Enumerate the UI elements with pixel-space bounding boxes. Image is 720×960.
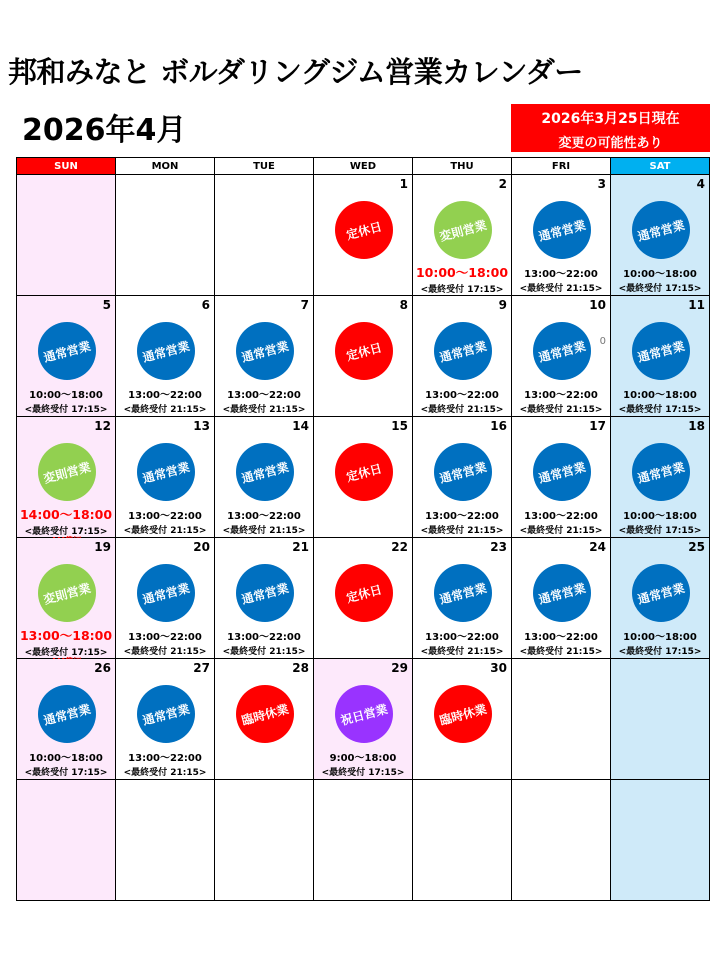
business-hours: 13:00～22:00 bbox=[524, 269, 598, 280]
day-cell bbox=[17, 780, 116, 901]
day-cell bbox=[116, 417, 215, 538]
business-hours: 13:00～22:00 bbox=[425, 390, 499, 401]
status-badge-regular bbox=[434, 322, 492, 380]
last-entry-time: <最終受付 21:15> bbox=[123, 526, 207, 536]
business-hours: 13:00～22:00 bbox=[524, 632, 598, 643]
last-entry-time: <最終受付 21:15> bbox=[519, 526, 603, 536]
day-number: 27 bbox=[193, 661, 210, 675]
business-hours: 13:00～22:00 bbox=[227, 390, 301, 401]
status-label: 臨時休業 bbox=[240, 701, 291, 728]
week-row bbox=[17, 175, 710, 296]
week-row bbox=[17, 538, 710, 659]
last-entry-time: <最終受付 17:15> bbox=[618, 405, 702, 415]
business-hours: 13:00～22:00 bbox=[128, 753, 202, 764]
status-label: 通常営業 bbox=[537, 459, 588, 486]
status-badge-variable bbox=[434, 201, 492, 259]
notice-change: 変更の可能性あり bbox=[558, 136, 663, 151]
day-cell bbox=[116, 296, 215, 417]
day-cell bbox=[17, 659, 116, 780]
status-badge-holiday bbox=[335, 685, 393, 743]
last-entry-time: <最終受付 21:15> bbox=[222, 405, 306, 415]
week-row bbox=[17, 659, 710, 780]
last-entry-time: <最終受付 21:15> bbox=[222, 526, 306, 536]
day-cell bbox=[215, 296, 314, 417]
status-badge-variable bbox=[38, 564, 96, 622]
day-number: 7 bbox=[300, 298, 309, 312]
last-entry-time: <最終受付 17:15> bbox=[321, 768, 405, 778]
status-label: 通常営業 bbox=[438, 338, 489, 365]
day-number: 17 bbox=[589, 419, 606, 433]
status-label: 通常営業 bbox=[636, 338, 687, 365]
page-title: 邦和みなと ボルダリングジム営業カレンダー bbox=[8, 55, 583, 89]
status-badge-regular bbox=[137, 322, 195, 380]
week-row bbox=[17, 417, 710, 538]
status-badge-variable bbox=[38, 443, 96, 501]
status-badge-regular bbox=[434, 564, 492, 622]
weekday-fri: FRI bbox=[512, 158, 611, 175]
weekday-sun: SUN bbox=[17, 158, 116, 175]
day-cell bbox=[215, 175, 314, 296]
last-entry-time: <最終受付 17:15> bbox=[618, 526, 702, 536]
day-number: 29 bbox=[391, 661, 408, 675]
last-entry-time: <最終受付 17:15> bbox=[420, 285, 504, 295]
status-badge-regular bbox=[533, 564, 591, 622]
last-entry-time: <最終受付 21:15> bbox=[222, 647, 306, 657]
day-number: 15 bbox=[391, 419, 408, 433]
day-cell bbox=[611, 659, 710, 780]
status-badge-regular bbox=[533, 201, 591, 259]
day-cell bbox=[512, 175, 611, 296]
business-hours: 13:00～22:00 bbox=[524, 390, 598, 401]
weekday-thu: THU bbox=[413, 158, 512, 175]
day-cell bbox=[512, 538, 611, 659]
business-hours: 14:00～18:00 bbox=[19, 507, 113, 522]
day-cell bbox=[611, 780, 710, 901]
week-row bbox=[17, 780, 710, 901]
day-cell bbox=[512, 417, 611, 538]
business-hours: 10:00～18:00 bbox=[623, 511, 697, 522]
day-cell bbox=[413, 780, 512, 901]
day-cell bbox=[116, 780, 215, 901]
week-row bbox=[17, 296, 710, 417]
weekday-mon: MON bbox=[116, 158, 215, 175]
status-badge-regular bbox=[434, 443, 492, 501]
month-heading: 2026年4月 bbox=[22, 113, 187, 148]
day-cell bbox=[17, 296, 116, 417]
business-hours: 13:00～22:00 bbox=[128, 390, 202, 401]
status-label: 通常営業 bbox=[141, 338, 192, 365]
business-hours: 13:00～22:00 bbox=[227, 632, 301, 643]
day-cell bbox=[17, 417, 116, 538]
status-badge-closed bbox=[335, 322, 393, 380]
status-label: 通常営業 bbox=[240, 580, 291, 607]
last-entry-time: <最終受付 21:15> bbox=[519, 284, 603, 294]
day-cell bbox=[116, 538, 215, 659]
status-badge-regular bbox=[236, 443, 294, 501]
weekday-tue: TUE bbox=[215, 158, 314, 175]
day-cell bbox=[314, 296, 413, 417]
day-cell bbox=[611, 296, 710, 417]
status-label: 通常営業 bbox=[141, 459, 192, 486]
last-entry-time: <最終受付 17:15> bbox=[24, 648, 108, 658]
last-entry-time: <最終受付 17:15> bbox=[24, 527, 108, 537]
day-cell bbox=[611, 417, 710, 538]
day-cell bbox=[215, 538, 314, 659]
day-cell bbox=[116, 659, 215, 780]
calendar-grid bbox=[16, 157, 710, 901]
weekday-header-row bbox=[17, 158, 710, 175]
day-number: 23 bbox=[490, 540, 507, 554]
day-cell bbox=[314, 538, 413, 659]
day-number: 30 bbox=[490, 661, 507, 675]
day-number: 16 bbox=[490, 419, 507, 433]
status-label: 通常営業 bbox=[438, 580, 489, 607]
status-badge-regular bbox=[137, 685, 195, 743]
last-entry-time: <最終受付 17:15> bbox=[24, 768, 108, 778]
weekday-sat: SAT bbox=[611, 158, 710, 175]
day-number: 4 bbox=[696, 177, 705, 191]
last-entry-time: <最終受付 21:15> bbox=[123, 647, 207, 657]
status-label: 変則営業 bbox=[42, 580, 93, 607]
day-cell bbox=[17, 538, 116, 659]
status-badge-regular bbox=[632, 201, 690, 259]
business-hours: 13:00～22:00 bbox=[128, 511, 202, 522]
status-label: 通常営業 bbox=[537, 580, 588, 607]
status-label: 祝日営業 bbox=[339, 701, 390, 728]
status-badge-closed bbox=[335, 443, 393, 501]
day-number: 21 bbox=[292, 540, 309, 554]
day-number: 19 bbox=[94, 540, 111, 554]
day-cell bbox=[17, 175, 116, 296]
day-number: 1 bbox=[399, 177, 408, 191]
status-badge-regular bbox=[236, 322, 294, 380]
status-badge-regular bbox=[38, 322, 96, 380]
status-badge-regular bbox=[632, 564, 690, 622]
business-hours: 10:00～18:00 bbox=[623, 269, 697, 280]
day-cell bbox=[413, 538, 512, 659]
status-badge-closed bbox=[236, 685, 294, 743]
day-number: 24 bbox=[589, 540, 606, 554]
status-label: 通常営業 bbox=[636, 459, 687, 486]
last-entry-time: <最終受付 17:15> bbox=[618, 647, 702, 657]
business-hours: 13:00～22:00 bbox=[128, 632, 202, 643]
day-cell bbox=[413, 659, 512, 780]
day-number: 22 bbox=[391, 540, 408, 554]
status-label: 定休日 bbox=[344, 461, 384, 484]
day-cell bbox=[512, 659, 611, 780]
last-entry-time: <最終受付 21:15> bbox=[420, 647, 504, 657]
business-hours: 13:00～22:00 bbox=[425, 632, 499, 643]
business-hours: 10:00～18:00 bbox=[29, 753, 103, 764]
status-badge-regular bbox=[533, 322, 591, 380]
last-entry-time: <最終受付 21:15> bbox=[420, 405, 504, 415]
business-hours: 13:00～18:00 bbox=[19, 628, 113, 643]
day-cell bbox=[611, 175, 710, 296]
last-entry-time: <最終受付 21:15> bbox=[420, 526, 504, 536]
last-entry-time: <最終受付 21:15> bbox=[123, 768, 207, 778]
business-hours: 10:00～18:00 bbox=[29, 390, 103, 401]
day-number: 6 bbox=[201, 298, 210, 312]
business-hours: 10:00～18:00 bbox=[623, 390, 697, 401]
day-number: 14 bbox=[292, 419, 309, 433]
last-entry-time: <最終受付 17:15> bbox=[24, 405, 108, 415]
day-number: 5 bbox=[102, 298, 111, 312]
status-badge-closed bbox=[335, 564, 393, 622]
day-cell bbox=[314, 780, 413, 901]
status-badge-regular bbox=[236, 564, 294, 622]
business-hours: 10:00～18:00 bbox=[415, 265, 509, 280]
status-badge-regular bbox=[632, 322, 690, 380]
day-cell bbox=[215, 780, 314, 901]
status-label: 通常営業 bbox=[240, 338, 291, 365]
last-entry-time: <最終受付 21:15> bbox=[519, 405, 603, 415]
day-cell bbox=[512, 780, 611, 901]
day-cell bbox=[215, 417, 314, 538]
day-number: 10 bbox=[589, 298, 606, 312]
stray-mark: 0 bbox=[599, 336, 606, 347]
status-badge-regular bbox=[38, 685, 96, 743]
day-cell bbox=[413, 175, 512, 296]
business-hours: 13:00～22:00 bbox=[227, 511, 301, 522]
status-label: 通常営業 bbox=[42, 338, 93, 365]
status-badge-regular bbox=[632, 443, 690, 501]
day-cell bbox=[314, 175, 413, 296]
day-number: 8 bbox=[399, 298, 408, 312]
day-number: 3 bbox=[597, 177, 606, 191]
status-label: 変則営業 bbox=[438, 217, 489, 244]
day-cell bbox=[611, 538, 710, 659]
day-cell bbox=[413, 296, 512, 417]
status-label: 通常営業 bbox=[636, 580, 687, 607]
status-label: 臨時休業 bbox=[438, 701, 489, 728]
business-hours: 13:00～22:00 bbox=[524, 511, 598, 522]
status-label: 通常営業 bbox=[141, 701, 192, 728]
status-badge-regular bbox=[137, 443, 195, 501]
day-number: 11 bbox=[688, 298, 705, 312]
day-number: 26 bbox=[94, 661, 111, 675]
status-label: 通常営業 bbox=[240, 459, 291, 486]
status-label: 変則営業 bbox=[42, 459, 93, 486]
status-label: 定休日 bbox=[344, 340, 384, 363]
day-number: 25 bbox=[688, 540, 705, 554]
status-badge-regular bbox=[137, 564, 195, 622]
day-number: 12 bbox=[94, 419, 111, 433]
day-cell bbox=[116, 175, 215, 296]
day-number: 18 bbox=[688, 419, 705, 433]
business-hours: 13:00～22:00 bbox=[425, 511, 499, 522]
last-entry-time: <最終受付 21:15> bbox=[123, 405, 207, 415]
status-badge-closed bbox=[434, 685, 492, 743]
status-label: 定休日 bbox=[344, 582, 384, 605]
status-label: 通常営業 bbox=[438, 459, 489, 486]
status-label: 通常営業 bbox=[141, 580, 192, 607]
last-entry-time: <最終受付 21:15> bbox=[519, 647, 603, 657]
status-label: 定休日 bbox=[344, 219, 384, 242]
status-label: 通常営業 bbox=[636, 217, 687, 244]
day-number: 9 bbox=[498, 298, 507, 312]
day-number: 20 bbox=[193, 540, 210, 554]
day-cell bbox=[215, 659, 314, 780]
business-hours: 9:00～18:00 bbox=[329, 753, 397, 764]
status-badge-regular bbox=[533, 443, 591, 501]
day-cell bbox=[413, 417, 512, 538]
day-number: 13 bbox=[193, 419, 210, 433]
business-hours: 10:00～18:00 bbox=[623, 632, 697, 643]
status-badge-closed bbox=[335, 201, 393, 259]
calendar-body bbox=[17, 175, 710, 901]
update-notice bbox=[511, 104, 710, 152]
weekday-wed: WED bbox=[314, 158, 413, 175]
status-label: 通常営業 bbox=[537, 338, 588, 365]
day-number: 28 bbox=[292, 661, 309, 675]
last-entry-time: <最終受付 17:15> bbox=[618, 284, 702, 294]
day-cell bbox=[314, 417, 413, 538]
day-number: 2 bbox=[498, 177, 507, 191]
status-label: 通常営業 bbox=[42, 701, 93, 728]
day-cell bbox=[512, 296, 611, 417]
notice-date: 2026年3月25日現在 bbox=[541, 111, 680, 127]
status-label: 通常営業 bbox=[537, 217, 588, 244]
day-cell bbox=[314, 659, 413, 780]
